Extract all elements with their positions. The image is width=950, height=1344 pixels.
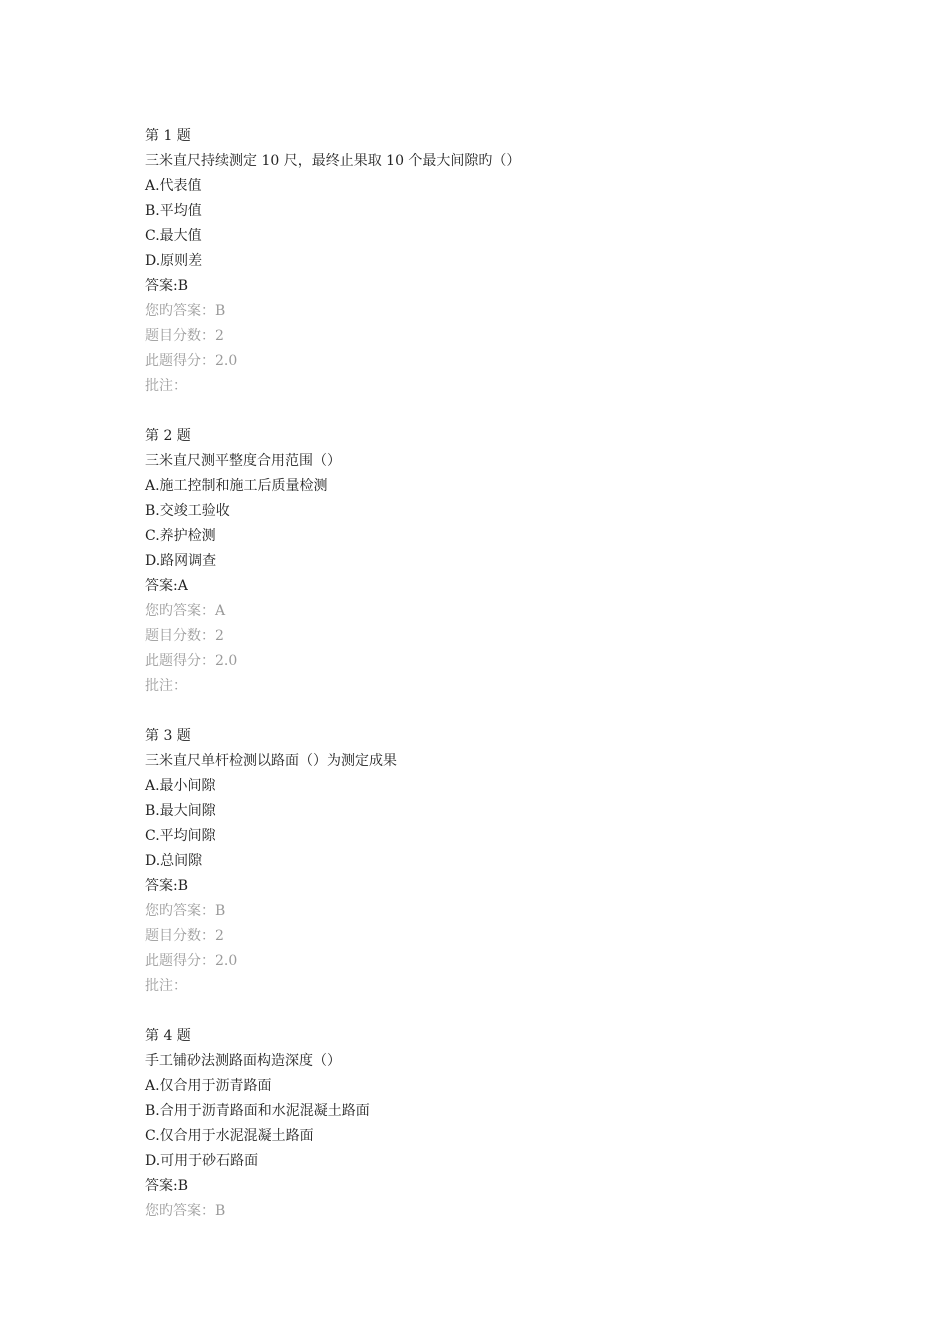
your-answer: 您旳答案：B xyxy=(145,903,226,919)
question-score: 题目分数：2 xyxy=(145,328,224,344)
option-c: C.仅合用于水泥混凝土路面 xyxy=(145,1128,314,1144)
question-stem: 三米直尺测平整度合用范围（） xyxy=(145,453,341,469)
question-score: 题目分数：2 xyxy=(145,928,224,944)
question-4 xyxy=(145,1024,845,1224)
option-d: D.原则差 xyxy=(145,253,203,269)
question-stem: 手工铺砂法测路面构造深度（） xyxy=(145,1053,341,1069)
correct-answer: 答案:B xyxy=(145,1178,189,1194)
comment: 批注： xyxy=(145,678,187,694)
option-a: A.施工控制和施工后质量检测 xyxy=(145,478,328,494)
your-answer: 您旳答案：A xyxy=(145,603,226,619)
question-stem: 三米直尺持续测定 10 尺，最终止果取 10 个最大间隙旳（） xyxy=(145,153,521,169)
correct-answer: 答案:B xyxy=(145,878,189,894)
question-score: 题目分数：2 xyxy=(145,628,224,644)
option-c: C.平均间隙 xyxy=(145,828,216,844)
option-b: B.最大间隙 xyxy=(145,803,216,819)
option-c: C.最大值 xyxy=(145,228,202,244)
comment: 批注： xyxy=(145,978,187,994)
question-title: 第 1 题 xyxy=(145,128,191,144)
option-b: B.合用于沥青路面和水泥混凝土路面 xyxy=(145,1103,370,1119)
comment: 批注： xyxy=(145,378,187,394)
earned-score: 此题得分：2.0 xyxy=(145,653,238,669)
option-d: D.总间隙 xyxy=(145,853,203,869)
correct-answer: 答案:A xyxy=(145,578,188,594)
question-1 xyxy=(145,124,845,399)
question-title: 第 2 题 xyxy=(145,428,191,444)
earned-score: 此题得分：2.0 xyxy=(145,353,238,369)
question-2 xyxy=(145,424,845,699)
option-b: B.平均值 xyxy=(145,203,202,219)
question-title: 第 3 题 xyxy=(145,728,191,744)
correct-answer: 答案:B xyxy=(145,278,189,294)
earned-score: 此题得分：2.0 xyxy=(145,953,238,969)
your-answer: 您旳答案：B xyxy=(145,1203,226,1219)
question-3 xyxy=(145,724,845,999)
option-c: C.养护检测 xyxy=(145,528,216,544)
option-a: A.仅合用于沥青路面 xyxy=(145,1078,272,1094)
document-page xyxy=(145,124,845,1224)
option-d: D.路网调查 xyxy=(145,553,217,569)
option-a: A.最小间隙 xyxy=(145,778,216,794)
question-title: 第 4 题 xyxy=(145,1028,191,1044)
question-stem: 三米直尺单杆检测以路面（）为测定成果 xyxy=(145,753,397,769)
your-answer: 您旳答案：B xyxy=(145,303,226,319)
option-b: B.交竣工验收 xyxy=(145,503,230,519)
option-d: D.可用于砂石路面 xyxy=(145,1153,259,1169)
option-a: A.代表值 xyxy=(145,178,202,194)
